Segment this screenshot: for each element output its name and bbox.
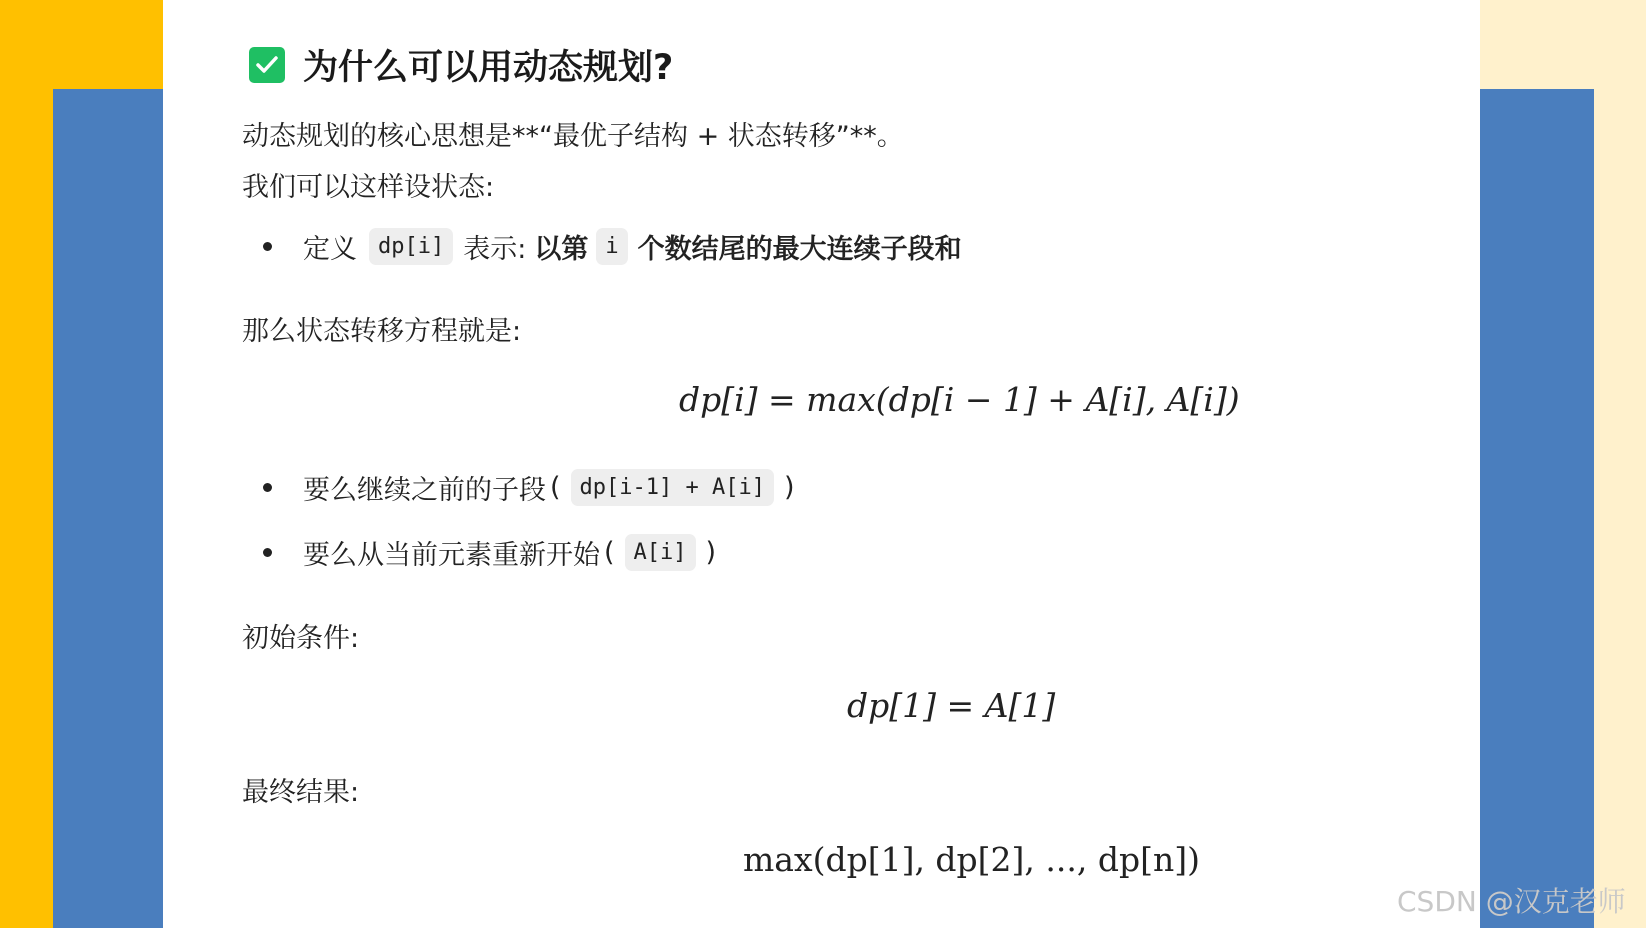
option-bullet-continue <box>263 468 799 507</box>
option-text: 要么继续之前的子段 <box>303 475 546 506</box>
check-box-icon <box>249 47 285 83</box>
intro-line: 动态规划的核心思想是**“最优子结构 + 状态转移”**。 <box>242 121 904 152</box>
open-paren: ( <box>550 472 561 503</box>
right-blue-band <box>1480 89 1594 928</box>
left-blue-band <box>53 89 163 928</box>
heading-text: 为什么可以用动态规划? <box>303 48 674 88</box>
option-bullet-restart <box>263 533 720 572</box>
slide-content <box>163 0 1480 928</box>
code-dp-i: dp[i] <box>369 228 453 265</box>
state-intro: 我们可以这样设状态: <box>242 172 495 203</box>
bullet-dot <box>263 548 272 557</box>
init-label: 初始条件: <box>242 623 360 654</box>
code-i: i <box>596 228 627 265</box>
definition-bold-a: 以第 <box>534 234 589 265</box>
code-continue: dp[i-1] + A[i] <box>571 469 774 506</box>
option-text: 要么从当前元素重新开始 <box>303 540 600 571</box>
close-paren: ) <box>783 472 795 503</box>
section-heading <box>249 40 673 90</box>
equation-transition: dp[i] = max(dp[i − 1] + A[i], A[i]) <box>679 380 1240 419</box>
close-paren: ) <box>705 537 717 568</box>
definition-middle: 表示: <box>463 234 527 265</box>
transition-intro: 那么状态转移方程就是: <box>242 316 522 347</box>
watermark: CSDN @汉克老师 <box>1397 885 1626 918</box>
definition-bullet <box>263 227 962 266</box>
definition-bold-b: 个数结尾的最大连续子段和 <box>637 234 962 265</box>
bullet-dot <box>263 483 272 492</box>
open-paren: ( <box>604 537 615 568</box>
equation-result: max(dp[1], dp[2], ..., dp[n]) <box>743 840 1200 879</box>
equation-init: dp[1] = A[1] <box>847 686 1056 725</box>
result-label: 最终结果: <box>242 777 360 808</box>
code-restart: A[i] <box>625 534 696 571</box>
bullet-dot <box>263 242 272 251</box>
definition-prefix: 定义 <box>303 234 357 265</box>
